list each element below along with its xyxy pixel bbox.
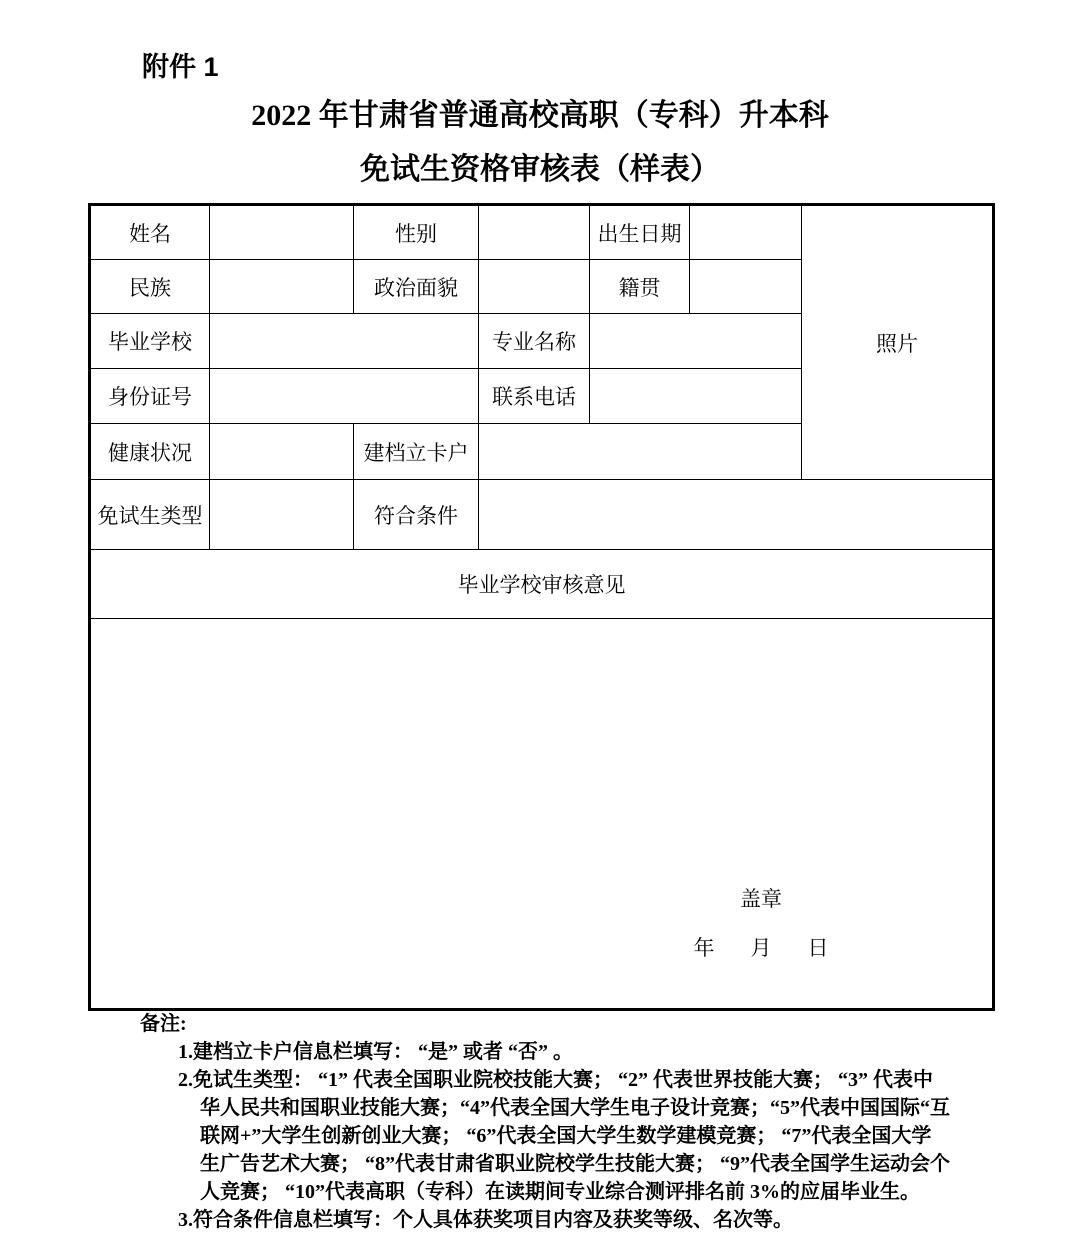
- graduation-school-value-cell[interactable]: [210, 314, 479, 369]
- poverty-household-value-cell[interactable]: [479, 424, 802, 480]
- gender-value-cell[interactable]: [479, 205, 590, 260]
- notes-block: [140, 1010, 1010, 1234]
- attachment-label: 附件 1: [142, 52, 219, 82]
- major-name-value-cell[interactable]: [590, 314, 802, 369]
- exempt-type-label: 免试生类型: [90, 480, 210, 550]
- document-title: [0, 96, 1080, 190]
- date-year-label: 年: [693, 936, 715, 960]
- title-line-1: 2022 年甘肃省普通高校高职（专科）升本科: [251, 99, 829, 132]
- ethnicity-value-cell[interactable]: [210, 260, 354, 314]
- major-name-label: 专业名称: [479, 314, 590, 369]
- contact-phone-label: 联系电话: [479, 369, 590, 424]
- seal-block: [666, 887, 856, 960]
- note-line: 2.免试生类型： “1” 代表全国职业院校技能大赛； “2” 代表世界技能大赛； “3” 代表中: [178, 1069, 933, 1091]
- note-line: 联网+”大学生创新创业大赛； “6”代表全国大学生数学建模竞赛； “7”代表全国大学: [200, 1125, 932, 1147]
- id-number-label: 身份证号: [90, 369, 210, 424]
- qualification-form-table: [88, 203, 995, 1011]
- date-day-label: 日: [807, 936, 829, 960]
- political-status-value-cell[interactable]: [479, 260, 590, 314]
- seal-stamp-label: 盖章: [740, 887, 782, 911]
- native-place-label: 籍贯: [590, 260, 690, 314]
- note-line: 3.符合条件信息栏填写：个人具体获奖项目内容及获奖等级、名次等。: [178, 1209, 793, 1231]
- note-line: 华人民共和国职业技能大赛；“4”代表全国大学生电子设计竞赛；“5”代表中国国际“互: [200, 1097, 950, 1119]
- gender-label: 性别: [354, 205, 479, 260]
- name-label: 姓名: [90, 205, 210, 260]
- graduation-school-label: 毕业学校: [90, 314, 210, 369]
- ethnicity-label: 民族: [90, 260, 210, 314]
- photo-cell[interactable]: 照片: [802, 205, 994, 480]
- birth-date-value-cell[interactable]: [690, 205, 802, 260]
- qualify-condition-value-cell[interactable]: [479, 480, 994, 550]
- seal-date-line: [666, 936, 856, 960]
- health-status-label: 健康状况: [90, 424, 210, 480]
- health-status-value-cell[interactable]: [210, 424, 354, 480]
- poverty-household-label: 建档立卡户: [354, 424, 479, 480]
- contact-phone-value-cell[interactable]: [590, 369, 802, 424]
- birth-date-label: 出生日期: [590, 205, 690, 260]
- school-review-body-cell[interactable]: [90, 619, 994, 1010]
- notes-heading: 备注:: [140, 1013, 187, 1035]
- school-review-header-cell: 毕业学校审核意见: [90, 550, 994, 619]
- note-line: 人竞赛； “10”代表高职（专科）在读期间专业综合测评排名前 3%的应届毕业生。: [200, 1181, 920, 1203]
- name-value-cell[interactable]: [210, 205, 354, 260]
- note-line: 1.建档立卡户信息栏填写： “是” 或者 “否” 。: [178, 1041, 573, 1063]
- note-line: 生广告艺术大赛； “8”代表甘肃省职业院校学生技能大赛； “9”代表全国学生运动会个: [200, 1153, 950, 1175]
- date-month-label: 月: [750, 936, 772, 960]
- title-line-2: 免试生资格审核表（样表）: [360, 153, 720, 186]
- exempt-type-value-cell[interactable]: [210, 480, 354, 550]
- qualify-condition-label: 符合条件: [354, 480, 479, 550]
- political-status-label: 政治面貌: [354, 260, 479, 314]
- native-place-value-cell[interactable]: [690, 260, 802, 314]
- id-number-value-cell[interactable]: [210, 369, 479, 424]
